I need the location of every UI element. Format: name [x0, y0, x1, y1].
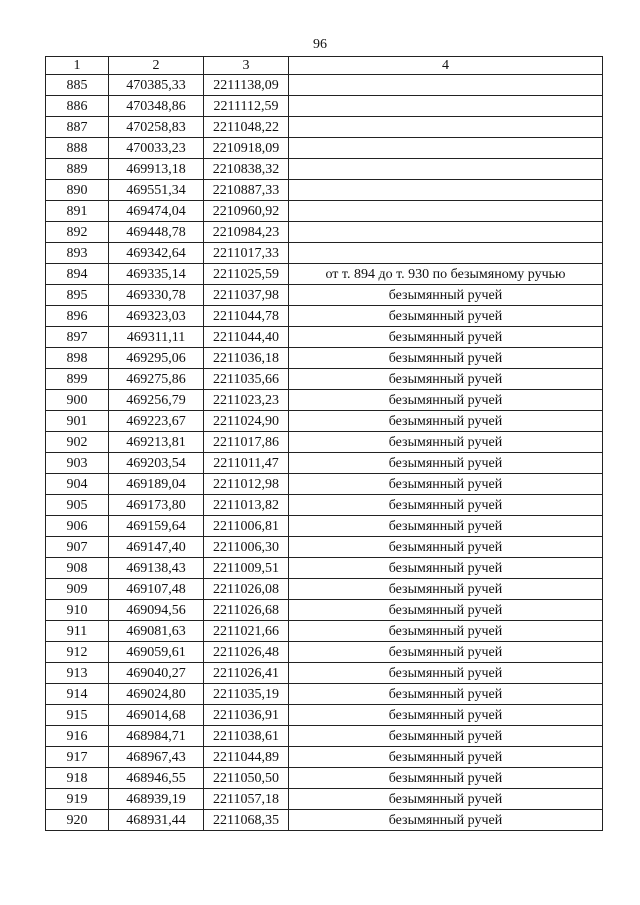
description-cell: безымянный ручей: [289, 306, 603, 327]
x-coordinate-cell: 469311,11: [109, 327, 204, 348]
table-row: [46, 810, 603, 831]
table-row: [46, 705, 603, 726]
x-coordinate-cell: 470033,23: [109, 138, 204, 159]
y-coordinate-cell: 2211050,50: [204, 768, 289, 789]
description-cell: безымянный ручей: [289, 579, 603, 600]
table-row: [46, 327, 603, 348]
point-number-cell: 896: [46, 306, 109, 327]
point-number-cell: 901: [46, 411, 109, 432]
y-coordinate-cell: 2211017,86: [204, 432, 289, 453]
x-coordinate-cell: 470348,86: [109, 96, 204, 117]
point-number-cell: 913: [46, 663, 109, 684]
table-row: [46, 642, 603, 663]
description-cell: [289, 75, 603, 96]
point-number-cell: 899: [46, 369, 109, 390]
point-number-cell: 904: [46, 474, 109, 495]
y-coordinate-cell: 2211068,35: [204, 810, 289, 831]
y-coordinate-cell: 2210838,32: [204, 159, 289, 180]
description-cell: безымянный ручей: [289, 453, 603, 474]
description-cell: безымянный ручей: [289, 726, 603, 747]
point-number-cell: 900: [46, 390, 109, 411]
y-coordinate-cell: 2210960,92: [204, 201, 289, 222]
description-cell: безымянный ручей: [289, 516, 603, 537]
x-coordinate-cell: 469213,81: [109, 432, 204, 453]
table-row: [46, 180, 603, 201]
point-number-cell: 887: [46, 117, 109, 138]
y-coordinate-cell: 2211025,59: [204, 264, 289, 285]
description-cell: безымянный ручей: [289, 663, 603, 684]
y-coordinate-cell: 2211048,22: [204, 117, 289, 138]
description-cell: [289, 201, 603, 222]
x-coordinate-cell: 469094,56: [109, 600, 204, 621]
point-number-cell: 908: [46, 558, 109, 579]
column-header-y-coordinate: 3: [204, 57, 289, 75]
point-number-cell: 916: [46, 726, 109, 747]
point-number-cell: 911: [46, 621, 109, 642]
y-coordinate-cell: 2211044,40: [204, 327, 289, 348]
x-coordinate-cell: 468931,44: [109, 810, 204, 831]
table-row: [46, 474, 603, 495]
table-row: [46, 117, 603, 138]
point-number-cell: 890: [46, 180, 109, 201]
point-number-cell: 893: [46, 243, 109, 264]
description-cell: безымянный ручей: [289, 432, 603, 453]
table-row: [46, 264, 603, 285]
table-row: [46, 243, 603, 264]
point-number-cell: 915: [46, 705, 109, 726]
y-coordinate-cell: 2211009,51: [204, 558, 289, 579]
description-cell: безымянный ручей: [289, 369, 603, 390]
y-coordinate-cell: 2211023,23: [204, 390, 289, 411]
x-coordinate-cell: 468984,71: [109, 726, 204, 747]
description-cell: [289, 117, 603, 138]
point-number-cell: 918: [46, 768, 109, 789]
point-number-cell: 903: [46, 453, 109, 474]
table-row: [46, 159, 603, 180]
point-number-cell: 894: [46, 264, 109, 285]
table-body: [46, 75, 603, 831]
table-row: [46, 369, 603, 390]
page-number: 96: [313, 37, 327, 52]
description-cell: безымянный ручей: [289, 411, 603, 432]
description-cell: [289, 159, 603, 180]
point-number-cell: 919: [46, 789, 109, 810]
y-coordinate-cell: 2211006,81: [204, 516, 289, 537]
description-cell: [289, 138, 603, 159]
column-header-description: 4: [289, 57, 603, 75]
column-header-point-number: 1: [46, 57, 109, 75]
description-cell: [289, 222, 603, 243]
table-row: [46, 306, 603, 327]
table-row: [46, 537, 603, 558]
x-coordinate-cell: 469256,79: [109, 390, 204, 411]
point-number-cell: 888: [46, 138, 109, 159]
x-coordinate-cell: 469014,68: [109, 705, 204, 726]
x-coordinate-cell: 469081,63: [109, 621, 204, 642]
table-row: [46, 432, 603, 453]
y-coordinate-cell: 2211024,90: [204, 411, 289, 432]
y-coordinate-cell: 2211037,98: [204, 285, 289, 306]
x-coordinate-cell: 469059,61: [109, 642, 204, 663]
table-row: [46, 390, 603, 411]
description-cell: безымянный ручей: [289, 390, 603, 411]
y-coordinate-cell: 2211013,82: [204, 495, 289, 516]
description-cell: безымянный ручей: [289, 537, 603, 558]
x-coordinate-cell: 469913,18: [109, 159, 204, 180]
x-coordinate-cell: 468939,19: [109, 789, 204, 810]
description-cell: безымянный ручей: [289, 600, 603, 621]
description-cell: безымянный ручей: [289, 747, 603, 768]
point-number-cell: 920: [46, 810, 109, 831]
y-coordinate-cell: 2211036,91: [204, 705, 289, 726]
point-number-cell: 902: [46, 432, 109, 453]
table-row: [46, 747, 603, 768]
table-row: [46, 684, 603, 705]
y-coordinate-cell: 2211012,98: [204, 474, 289, 495]
table-row: [46, 768, 603, 789]
x-coordinate-cell: 469342,64: [109, 243, 204, 264]
y-coordinate-cell: 2211026,08: [204, 579, 289, 600]
description-cell: безымянный ручей: [289, 684, 603, 705]
y-coordinate-cell: 2211038,61: [204, 726, 289, 747]
x-coordinate-cell: 469295,06: [109, 348, 204, 369]
y-coordinate-cell: 2210984,23: [204, 222, 289, 243]
point-number-cell: 891: [46, 201, 109, 222]
coordinates-table: [45, 56, 603, 831]
x-coordinate-cell: 469335,14: [109, 264, 204, 285]
table-row: [46, 201, 603, 222]
y-coordinate-cell: 2211017,33: [204, 243, 289, 264]
point-number-cell: 905: [46, 495, 109, 516]
point-number-cell: 909: [46, 579, 109, 600]
x-coordinate-cell: 469189,04: [109, 474, 204, 495]
description-cell: безымянный ручей: [289, 642, 603, 663]
table-row: [46, 495, 603, 516]
point-number-cell: 897: [46, 327, 109, 348]
point-number-cell: 886: [46, 96, 109, 117]
description-cell: безымянный ручей: [289, 474, 603, 495]
x-coordinate-cell: 469107,48: [109, 579, 204, 600]
table-row: [46, 285, 603, 306]
point-number-cell: 889: [46, 159, 109, 180]
description-cell: безымянный ручей: [289, 705, 603, 726]
description-cell: безымянный ручей: [289, 621, 603, 642]
x-coordinate-cell: 469474,04: [109, 201, 204, 222]
x-coordinate-cell: 469330,78: [109, 285, 204, 306]
description-cell: безымянный ручей: [289, 348, 603, 369]
description-cell: безымянный ручей: [289, 789, 603, 810]
y-coordinate-cell: 2211036,18: [204, 348, 289, 369]
point-number-cell: 906: [46, 516, 109, 537]
description-cell: безымянный ручей: [289, 810, 603, 831]
table-row: [46, 411, 603, 432]
y-coordinate-cell: 2211112,59: [204, 96, 289, 117]
point-number-cell: 917: [46, 747, 109, 768]
table-row: [46, 453, 603, 474]
point-number-cell: 912: [46, 642, 109, 663]
table-row: [46, 558, 603, 579]
point-number-cell: 895: [46, 285, 109, 306]
x-coordinate-cell: 469448,78: [109, 222, 204, 243]
x-coordinate-cell: 470258,83: [109, 117, 204, 138]
y-coordinate-cell: 2211057,18: [204, 789, 289, 810]
table-row: [46, 348, 603, 369]
table-row: [46, 789, 603, 810]
point-number-cell: 898: [46, 348, 109, 369]
table-row: [46, 600, 603, 621]
y-coordinate-cell: 2211006,30: [204, 537, 289, 558]
table-row: [46, 663, 603, 684]
description-cell: [289, 96, 603, 117]
table-row: [46, 621, 603, 642]
y-coordinate-cell: 2211026,41: [204, 663, 289, 684]
description-cell: безымянный ручей: [289, 495, 603, 516]
point-number-cell: 910: [46, 600, 109, 621]
point-number-cell: 914: [46, 684, 109, 705]
table-row: [46, 75, 603, 96]
table-row: [46, 138, 603, 159]
table-row: [46, 222, 603, 243]
x-coordinate-cell: 469138,43: [109, 558, 204, 579]
x-coordinate-cell: 469203,54: [109, 453, 204, 474]
y-coordinate-cell: 2211026,68: [204, 600, 289, 621]
table-header-row: [46, 57, 603, 75]
y-coordinate-cell: 2211011,47: [204, 453, 289, 474]
x-coordinate-cell: 469024,80: [109, 684, 204, 705]
y-coordinate-cell: 2211035,66: [204, 369, 289, 390]
x-coordinate-cell: 469040,27: [109, 663, 204, 684]
table-row: [46, 96, 603, 117]
y-coordinate-cell: 2211138,09: [204, 75, 289, 96]
x-coordinate-cell: 469159,64: [109, 516, 204, 537]
y-coordinate-cell: 2211026,48: [204, 642, 289, 663]
table-row: [46, 516, 603, 537]
x-coordinate-cell: 469223,67: [109, 411, 204, 432]
point-number-cell: 885: [46, 75, 109, 96]
y-coordinate-cell: 2211021,66: [204, 621, 289, 642]
x-coordinate-cell: 468946,55: [109, 768, 204, 789]
x-coordinate-cell: 468967,43: [109, 747, 204, 768]
y-coordinate-cell: 2211035,19: [204, 684, 289, 705]
description-cell: безымянный ручей: [289, 768, 603, 789]
description-cell: [289, 180, 603, 201]
x-coordinate-cell: 469173,80: [109, 495, 204, 516]
x-coordinate-cell: 469147,40: [109, 537, 204, 558]
x-coordinate-cell: 469323,03: [109, 306, 204, 327]
point-number-cell: 907: [46, 537, 109, 558]
description-cell: безымянный ручей: [289, 285, 603, 306]
y-coordinate-cell: 2211044,89: [204, 747, 289, 768]
y-coordinate-cell: 2211044,78: [204, 306, 289, 327]
description-cell: от т. 894 до т. 930 по безымяному ручью: [289, 264, 603, 285]
table-header: [46, 57, 603, 75]
table-row: [46, 579, 603, 600]
description-cell: [289, 243, 603, 264]
description-cell: безымянный ручей: [289, 327, 603, 348]
x-coordinate-cell: 469275,86: [109, 369, 204, 390]
column-header-x-coordinate: 2: [109, 57, 204, 75]
y-coordinate-cell: 2210887,33: [204, 180, 289, 201]
y-coordinate-cell: 2210918,09: [204, 138, 289, 159]
table-row: [46, 726, 603, 747]
description-cell: безымянный ручей: [289, 558, 603, 579]
x-coordinate-cell: 469551,34: [109, 180, 204, 201]
x-coordinate-cell: 470385,33: [109, 75, 204, 96]
point-number-cell: 892: [46, 222, 109, 243]
